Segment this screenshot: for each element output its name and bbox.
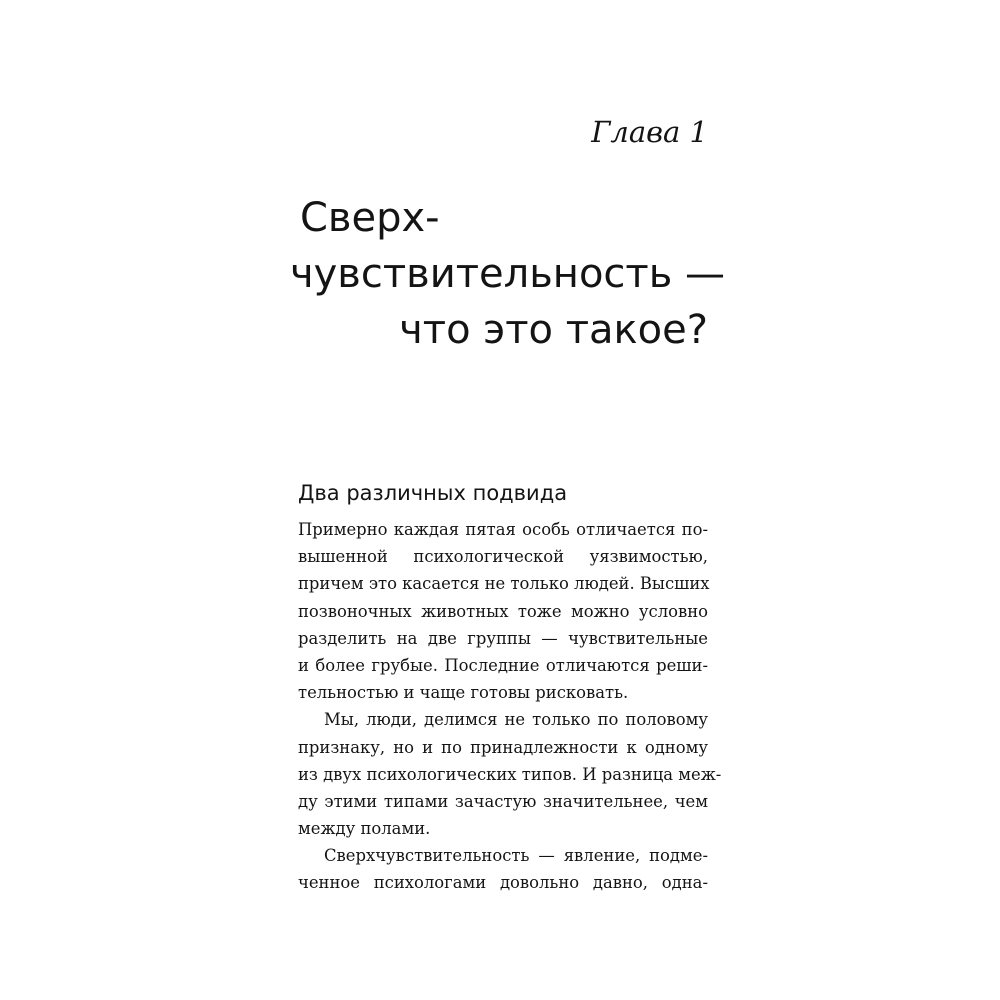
text-line: признаку, но и по принадлежности к одному (298, 737, 708, 757)
chapter-title-line: чувствительность — (290, 251, 725, 297)
text-line: из двух психологических типов. И разница меж- (298, 764, 722, 784)
text-line: Сверхчувствительность — явление, подме- (324, 846, 708, 866)
chapter-title-line: что это такое? (399, 307, 708, 353)
section-heading: Два различных подвида (298, 481, 568, 505)
text-line: позвоночных животных тоже можно условно (298, 601, 708, 621)
text-line: разделить на две группы — чувствительные (298, 628, 708, 648)
text-line: ду этими типами зачастую значительнее, чем (298, 791, 708, 811)
text-line: причем это касается не только людей. Высших (298, 574, 710, 594)
chapter-title (290, 190, 725, 358)
text-line: Мы, люди, делимся не только по половому (324, 710, 708, 730)
paragraph (298, 516, 708, 706)
body-text (298, 516, 722, 897)
text-line: и более грубые. Последние отличаются реши- (298, 655, 708, 675)
chapter-label: Глава 1 (591, 115, 708, 149)
text-line: ченное психологами довольно давно, одна- (298, 873, 708, 893)
paragraph (298, 842, 708, 896)
text-line: тельностью и чаще готовы рисковать. (298, 683, 629, 703)
text-line: Примерно каждая пятая особь отличается по- (298, 520, 708, 539)
text-line: вышенной психологической уязвимостью, (298, 547, 708, 567)
text-line: между полами. (298, 819, 431, 839)
chapter-title-line: Сверх- (300, 195, 440, 241)
paragraph (298, 706, 722, 842)
